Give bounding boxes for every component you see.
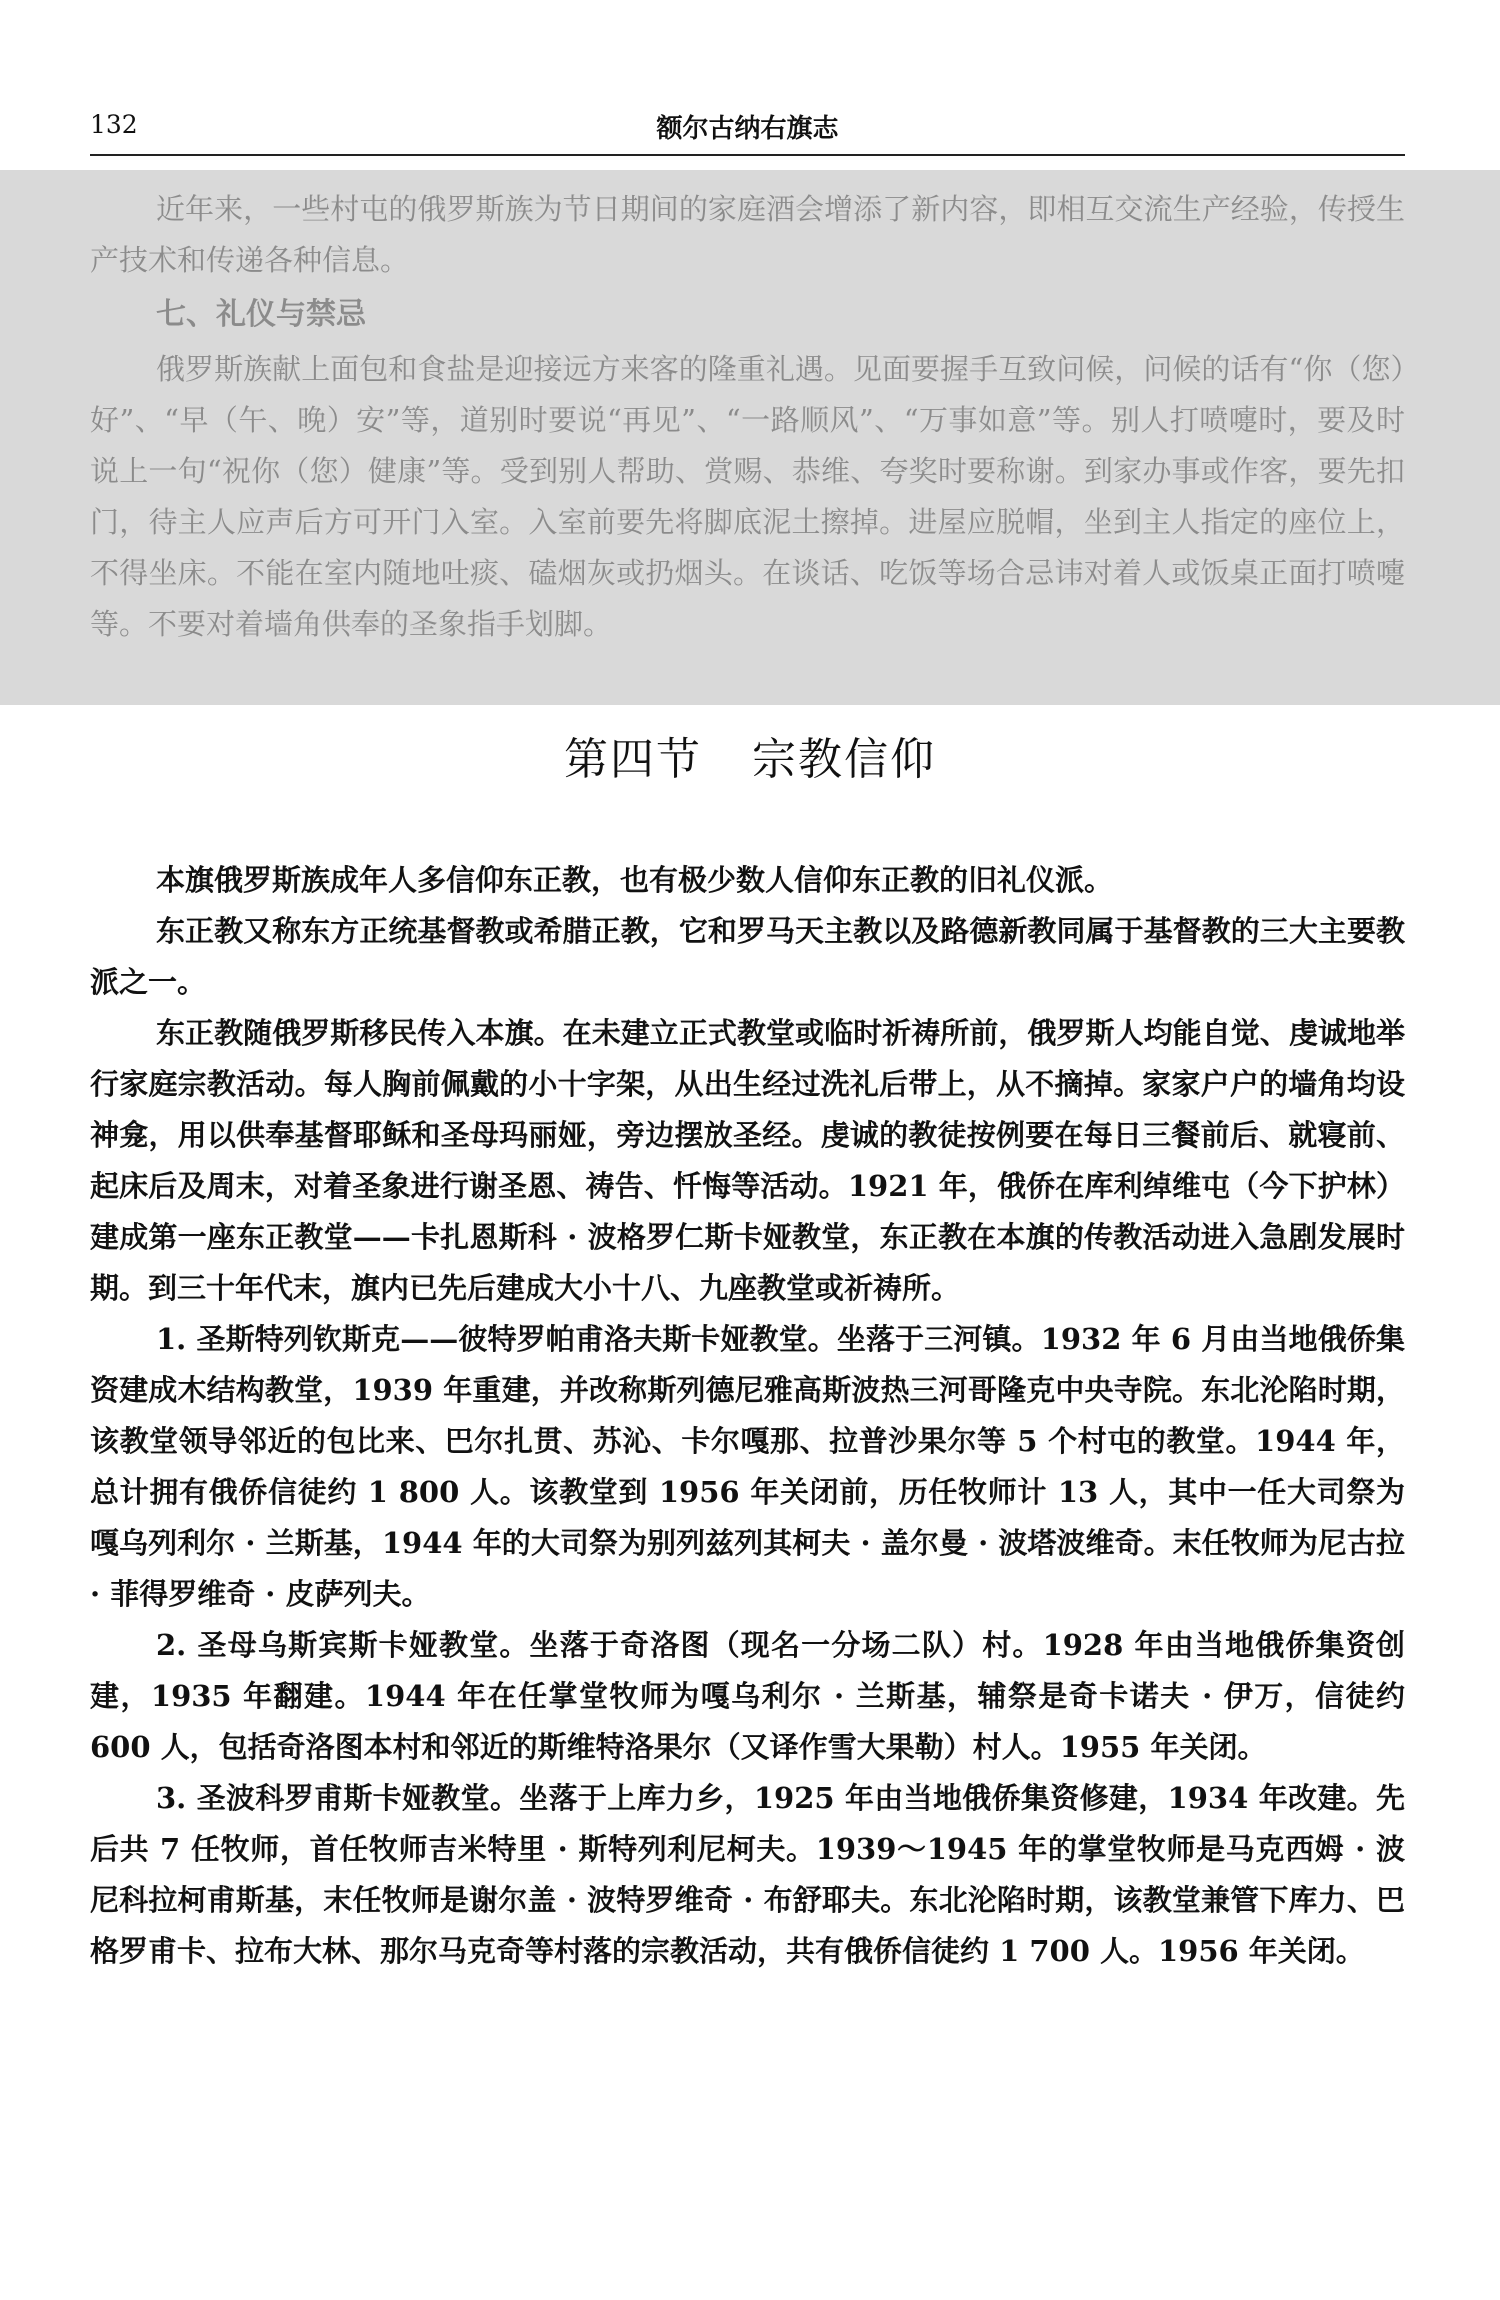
body-paragraph: 3. 圣波科罗甫斯卡娅教堂。坐落于上库力乡，1925 年由当地俄侨集资修建，1934 年改建。先后共 7 任牧师，首任牧师吉米特里 · 斯特列利尼柯夫。1939～1945 年的掌堂牧师是马克西姆 · 波尼科拉柯甫斯基，末任牧师是谢尔盖 · 波特罗维奇 · 布舒耶夫。东北沦陷时期，该教堂兼管下库力、巴格罗甫卡、拉布大林、那尔马克奇等村落的宗教活动，共有俄侨信徒约 1 700 人。1956 年关闭。 bbox=[90, 1781, 1405, 1968]
shaded-previous-section bbox=[0, 170, 1500, 705]
section-title bbox=[0, 720, 1500, 800]
section-number: 第四节 bbox=[564, 734, 702, 785]
body-paragraph: 1. 圣斯特列钦斯克——彼特罗帕甫洛夫斯卡娅教堂。坐落于三河镇。1932 年 6 月由当地俄侨集资建成木结构教堂，1939 年重建，并改称斯列德尼雅高斯波热三河哥隆克中央寺院。东北沦陷时期，该教堂领导邻近的包比来、巴尔扎贯、苏沁、卡尔嘎那、拉普沙果尔等 5 个村屯的教堂。1944 年，总计拥有俄侨信徒约 1 800 人。该教堂到 1956 年关闭前，历任牧师计 13 人，其中一任大司祭为嘎乌列利尔 · 兰斯基，1944 年的大司祭为别列兹列其柯夫 · 盖尔曼 · 波塔波维奇。末任牧师为尼古拉 · 菲得罗维奇 · 皮萨列夫。 bbox=[90, 1322, 1405, 1611]
shaded-paragraph: 俄罗斯族献上面包和食盐是迎接远方来客的隆重礼遇。见面要握手互致问候，问候的话有“你（您）好”、“早（午、晚）安”等，道别时要说“再见”、“一路顺风”、“万事如意”等。别人打喷嚏时，要及时说上一句“祝你（您）健康”等。受到别人帮助、赏赐、恭维、夸奖时要称谢。到家办事或作客，要先扣门，待主人应声后方可开门入室。入室前要先将脚底泥土擦掉。进屋应脱帽，坐到主人指定的座位上，不得坐床。不能在室内随地吐痰、磕烟灰或扔烟头。在谈话、吃饭等场合忌讳对着人或饭桌正面打喷嚏等。不要对着墙角供奉的圣象指手划脚。 bbox=[90, 352, 1405, 641]
page-header bbox=[90, 102, 1405, 156]
body-paragraph: 本旗俄罗斯族成年人多信仰东正教，也有极少数人信仰东正教的旧礼仪派。 bbox=[156, 863, 1114, 897]
subsection-heading: 七、礼仪与禁忌 bbox=[156, 297, 366, 332]
shaded-paragraph: 近年来，一些村屯的俄罗斯族为节日期间的家庭酒会增添了新内容，即相互交流生产经验，传授生产技术和传递各种信息。 bbox=[90, 192, 1405, 277]
running-title: 额尔古纳右旗志 bbox=[656, 114, 839, 144]
shaded-content bbox=[90, 184, 1405, 650]
page-number: 132 bbox=[90, 110, 138, 139]
section-name: 宗教信仰 bbox=[752, 734, 936, 785]
body-paragraph: 东正教随俄罗斯移民传入本旗。在未建立正式教堂或临时祈祷所前，俄罗斯人均能自觉、虔诚地举行家庭宗教活动。每人胸前佩戴的小十字架，从出生经过洗礼后带上，从不摘掉。家家户户的墙角均设神龛，用以供奉基督耶稣和圣母玛丽娅，旁边摆放圣经。虔诚的教徒按例要在每日三餐前后、就寝前、起床后及周末，对着圣象进行谢圣恩、祷告、忏悔等活动。1921 年，俄侨在库利绰维屯（今下护林）建成第一座东正教堂——卡扎恩斯科 · 波格罗仁斯卡娅教堂，东正教在本旗的传教活动进入急剧发展时期。到三十年代末，旗内已先后建成大小十八、九座教堂或祈祷所。 bbox=[90, 1016, 1405, 1305]
body-paragraph: 2. 圣母乌斯宾斯卡娅教堂。坐落于奇洛图（现名一分场二队）村。1928 年由当地俄侨集资创建，1935 年翻建。1944 年在任掌堂牧师为嘎乌利尔 · 兰斯基，辅祭是奇卡诺夫 · 伊万，信徒约 600 人，包括奇洛图本村和邻近的斯维特洛果尔（又译作雪大果勒）村人。1955 年关闭。 bbox=[90, 1628, 1405, 1764]
body-text bbox=[90, 855, 1405, 1977]
body-paragraph: 东正教又称东方正统基督教或希腊正教，它和罗马天主教以及路德新教同属于基督教的三大主要教派之一。 bbox=[90, 914, 1405, 999]
